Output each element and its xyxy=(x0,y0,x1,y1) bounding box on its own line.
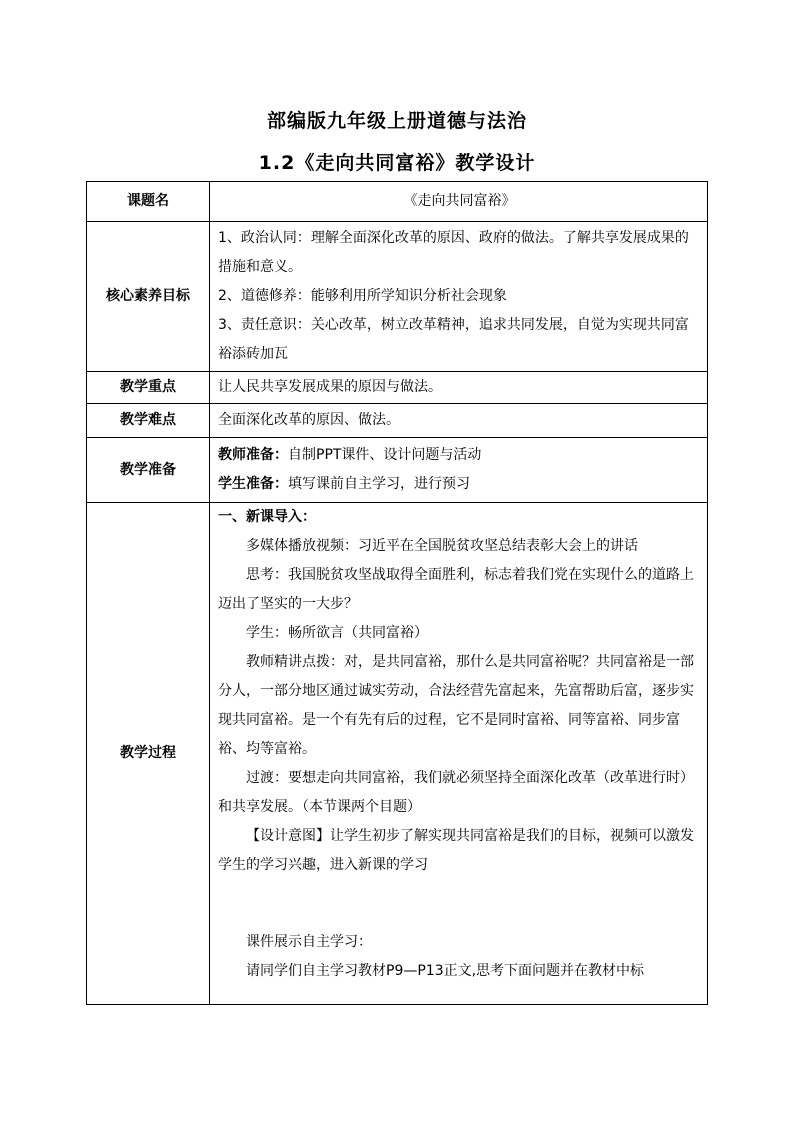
label-process: 教学过程 xyxy=(87,503,210,1005)
document-subtitle: 1.2《走向共同富裕》教学设计 xyxy=(258,152,536,174)
goal-item: 1、政治认同：理解全面深化改革的原因、政府的做法。了解共享发展成果的措施和意义。 xyxy=(218,230,689,275)
value-process xyxy=(210,503,708,1005)
value-difficulty: 全面深化改革的原因、做法。 xyxy=(210,404,708,438)
label-topic: 课题名 xyxy=(87,182,210,222)
teacher-prep-label: 教师准备： xyxy=(218,447,288,463)
process-paragraph: 思考：我国脱贫攻坚战取得全面胜利，标志着我们党在实现什么的道路上迈出了坚实的一大步？ xyxy=(218,567,694,612)
goal-item: 3、责任意识：关心改革，树立改革精神，追求共同发展，自觉为实现共同富裕添砖加瓦 xyxy=(218,317,689,362)
row-preparation xyxy=(87,438,708,503)
value-goals xyxy=(210,222,708,372)
process-paragraph: 课件展示自主学习： xyxy=(246,934,372,950)
student-prep-value: 填写课前自主学习，进行预习 xyxy=(288,476,470,492)
row-difficulty xyxy=(87,404,708,438)
label-key-point: 教学重点 xyxy=(87,372,210,404)
value-topic: 《走向共同富裕》 xyxy=(210,182,708,222)
process-paragraph: 请同学们自主学习教材P9—P13正文,思考下面问题并在教材中标 xyxy=(246,963,645,979)
student-prep-label: 学生准备： xyxy=(218,476,288,492)
value-key-point: 让人民共享发展成果的原因与做法。 xyxy=(210,372,708,404)
process-paragraph: 多媒体播放视频：习近平在全国脱贫攻坚总结表彰大会上的讲话 xyxy=(246,538,638,554)
process-heading: 一、新课导入： xyxy=(218,509,316,525)
process-paragraph: 过渡：要想走向共同富裕，我们就必须坚持全面深化改革（改革进行时）和共享发展。（本节课两个目题） xyxy=(218,770,694,815)
label-difficulty: 教学难点 xyxy=(87,404,210,438)
process-paragraph: 教师精讲点拨：对，是共同富裕，那什么是共同富裕呢？共同富裕是一部分人，一部分地区通过诚实劳动，合法经营先富起来，先富帮助后富，逐步实现共同富裕。是一个有先有后的过程，它不是同时富裕、同等富裕、同步富裕、均等富裕。 xyxy=(218,654,694,757)
value-preparation xyxy=(210,438,708,503)
process-paragraph: 学生：畅所欲言（共同富裕） xyxy=(246,625,428,641)
student-prep xyxy=(218,470,701,499)
label-goals: 核心素养目标 xyxy=(87,222,210,372)
lesson-plan-table xyxy=(86,181,708,1005)
goal-item: 2、道德修养：能够利用所学知识分析社会现象 xyxy=(218,288,507,304)
process-paragraph: 【设计意图】让学生初步了解实现共同富裕是我们的目标，视频可以激发学生的学习兴趣，进入新课的学习 xyxy=(218,828,694,873)
row-process xyxy=(87,503,708,1005)
row-key-point xyxy=(87,372,708,404)
row-goals xyxy=(87,222,708,372)
document-title: 部编版九年级上册道德与法治 xyxy=(266,110,527,132)
teacher-prep xyxy=(218,441,701,470)
label-preparation: 教学准备 xyxy=(87,438,210,503)
blank-space xyxy=(218,880,701,928)
teacher-prep-value: 自制PPT课件、设计问题与活动 xyxy=(288,447,482,463)
row-topic xyxy=(87,182,708,222)
